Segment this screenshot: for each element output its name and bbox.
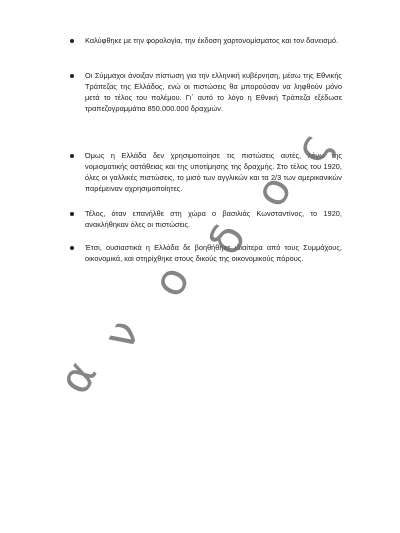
watermark-letter: ο (244, 167, 303, 216)
watermark-letter: α (48, 352, 108, 403)
bullet-icon (70, 154, 74, 158)
bullet-text: Οι Σύμμαχοι άνοιξαν πίστωση για την ελληνική κυβέρνηση, μέσω της Εθνικής Τράπεζας της Ελλάδος, ενώ οι πιστώσεις θα μπορούσαν να ληφθούν μόνο μετά το τέλος του πολέμου. Γι΄ αυτό το λόγο η Εθνική Τράπεζα εξέδωσε τραπεζογραμμάτια 850.000.000 δραχμών. (85, 71, 342, 113)
bullet-icon (70, 212, 74, 216)
bullet-item-king-return (70, 208, 342, 230)
bullet-item-unused-credit (70, 150, 342, 194)
bullet-icon (70, 74, 74, 78)
bullet-item-conclusion (70, 242, 342, 264)
bullet-icon (70, 39, 74, 43)
watermark-letter: ν (93, 311, 151, 358)
watermark-letter: ς (284, 124, 342, 172)
bullet-text: Όμως η Ελλάδα δεν χρησιμοποίησε τις πιστώσεις αυτές, λόγω της νομισματικής αστάθειας και της υποτίμησης της δραχμής. Στο τέλος του 1920, όλες οι γαλλικές πιστώσεις, το μισό των αγγλικών και τα 2/3 των αμερικανικών παρέμειναν αχρησιμοποίητες. (85, 151, 342, 193)
bullet-text: Τέλος, όταν επανήλθε στη χώρα ο βασιλιάς Κωνσταντίνος, το 1920, ανακλήθηκαν όλες οι πιστώσεις. (85, 209, 342, 229)
bullet-icon (70, 246, 74, 250)
bullet-item-allied-credit (70, 70, 342, 114)
watermark-letter: ο (142, 257, 201, 306)
watermark-letter: δ (198, 215, 257, 264)
bullet-text: Έτσι, ουσιαστικά η Ελλάδα δε βοηθήθηκε ιδιαίτερα από τους Συμμάχους, οικονομικά, και στηρίχθηκε στους δικούς της οικονομικούς πόρους. (85, 243, 342, 263)
bullet-item-tax (70, 35, 342, 46)
bullet-text: Καλύφθηκε με την φορολογία, την έκδοση χαρτονομίσματος και τον δανεισμό. (85, 36, 339, 45)
